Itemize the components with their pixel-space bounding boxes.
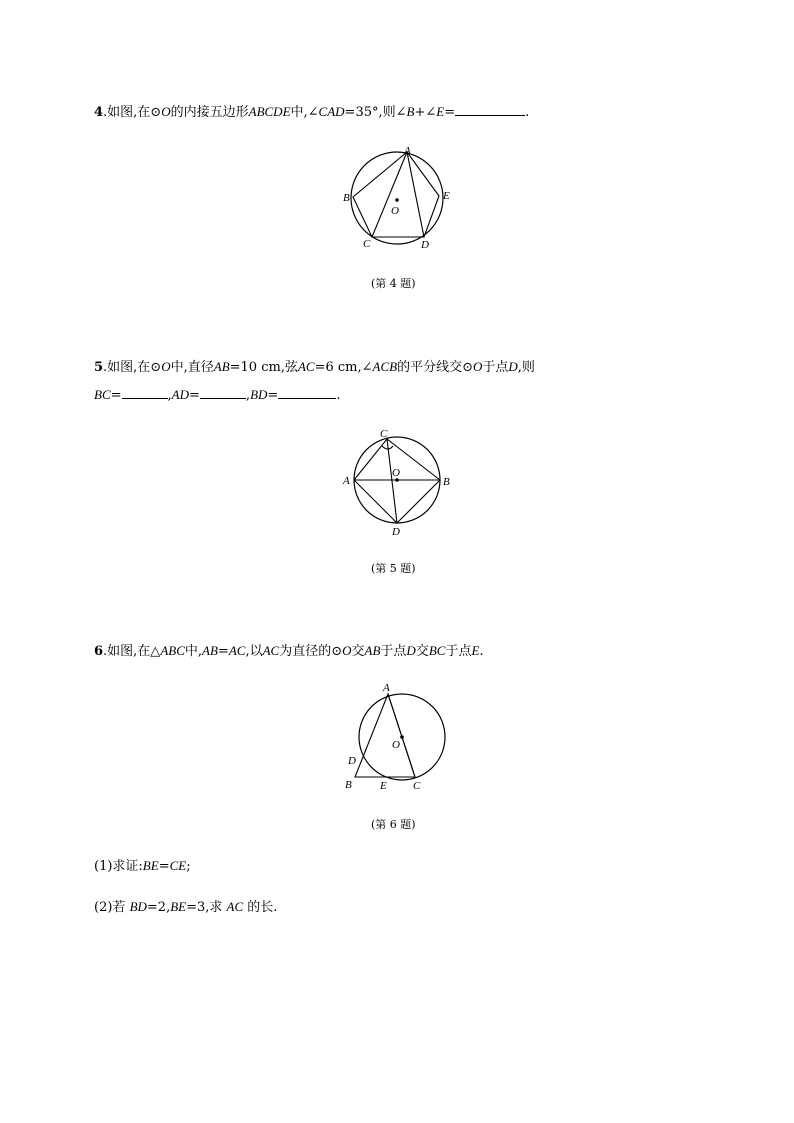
text-segment: = (444, 105, 456, 120)
math-var: ABC (160, 643, 185, 658)
text-segment: (2)若 (94, 900, 126, 915)
text-segment: 于点 (445, 644, 472, 659)
math-var: E (436, 104, 445, 119)
math-var: ABCDE (248, 104, 291, 119)
text-segment: ; (186, 859, 191, 874)
label-d: D (392, 526, 400, 538)
math-var: O (161, 104, 171, 119)
label-o: O (391, 205, 399, 217)
question-number: 6 (94, 644, 104, 659)
math-var: BC (428, 643, 446, 658)
math-var: BE (142, 858, 159, 873)
text-segment: . (336, 388, 341, 403)
math-var: O (342, 643, 352, 658)
question-number: 5 (94, 360, 104, 375)
math-var: AC (226, 899, 244, 914)
label-a: A (343, 475, 350, 487)
text-segment: 的长. (247, 900, 278, 915)
label-a: A (383, 682, 390, 694)
text-segment: , (245, 388, 251, 403)
label-b: B (343, 192, 350, 204)
label-a: A (404, 145, 411, 157)
label-d: D (348, 755, 356, 767)
label-e: E (443, 190, 450, 202)
question-6-part-1 (94, 858, 191, 875)
text-segment: =2, (146, 900, 171, 915)
math-var: AC (262, 643, 280, 658)
caption-q5: (第 5 题) (371, 562, 416, 575)
label-e: E (380, 780, 387, 792)
question-6-part-2 (94, 899, 277, 916)
text-segment: , (167, 388, 172, 403)
text-segment: =3,求 (186, 900, 223, 915)
text-segment: 中, (184, 644, 203, 659)
text-segment: = (110, 388, 122, 403)
text-segment: =10 cm,弦 (229, 360, 298, 375)
math-var: AC (297, 359, 315, 374)
text-segment: = (189, 388, 200, 403)
label-c: C (380, 428, 388, 440)
text-segment: (1)求证: (94, 859, 143, 874)
text-segment: 的内接五边形 (170, 105, 249, 120)
label-o: O (392, 739, 400, 751)
math-var: AB (364, 643, 381, 658)
math-var: D (508, 359, 518, 374)
caption-q6: (第 6 题) (371, 818, 416, 831)
text-segment: 中,∠ (290, 105, 319, 120)
label-o: O (392, 467, 400, 479)
text-segment: . (525, 105, 530, 120)
math-var: AB (213, 359, 230, 374)
label-b: B (443, 476, 450, 488)
text-segment: +∠ (414, 105, 437, 120)
text-segment: 于点 (380, 644, 407, 659)
question-number: 4 (94, 105, 104, 120)
triangle-abc (355, 694, 415, 777)
math-var: ACB (372, 359, 398, 374)
math-var: BD (129, 899, 147, 914)
text-segment: = (267, 388, 279, 403)
text-segment: ,则 (517, 360, 535, 375)
text-segment: =6 cm,∠ (314, 360, 373, 375)
math-var: AD (171, 387, 190, 402)
caption-q4: (第 4 题) (371, 277, 416, 290)
math-var: BE (170, 899, 187, 914)
text-segment: .如图,在△ (103, 644, 161, 659)
math-var: CE (169, 858, 187, 873)
text-segment: 的平分线交⊙ (397, 360, 473, 375)
math-var: E (471, 643, 480, 658)
label-d: D (421, 239, 429, 251)
text-segment: . (479, 644, 484, 659)
math-var: O (472, 359, 483, 374)
text-segment: ,以 (245, 644, 263, 659)
math-var: BC (94, 387, 111, 402)
center-point (400, 735, 404, 739)
label-b: B (345, 779, 352, 791)
text-segment: .如图,在⊙ (103, 105, 162, 120)
math-var: O (161, 359, 171, 374)
text-segment: 交 (415, 644, 429, 659)
math-var: BD (250, 387, 268, 402)
text-segment: = (158, 859, 170, 874)
text-segment: 于点 (482, 360, 509, 375)
math-var: B (406, 104, 415, 119)
math-var: D (406, 643, 416, 658)
text-segment: 中,直径 (170, 360, 214, 375)
label-c: C (413, 780, 421, 792)
math-var: AB (202, 643, 218, 658)
text-segment: 交 (351, 644, 365, 659)
text-segment: =35°,则∠ (344, 105, 407, 120)
text-segment: = (217, 644, 229, 659)
math-var: AC (228, 643, 246, 658)
text-segment: .如图,在⊙ (103, 360, 162, 375)
math-var: CAD (318, 104, 345, 119)
label-c: C (363, 238, 371, 250)
text-segment: 为直径的⊙ (279, 644, 343, 659)
